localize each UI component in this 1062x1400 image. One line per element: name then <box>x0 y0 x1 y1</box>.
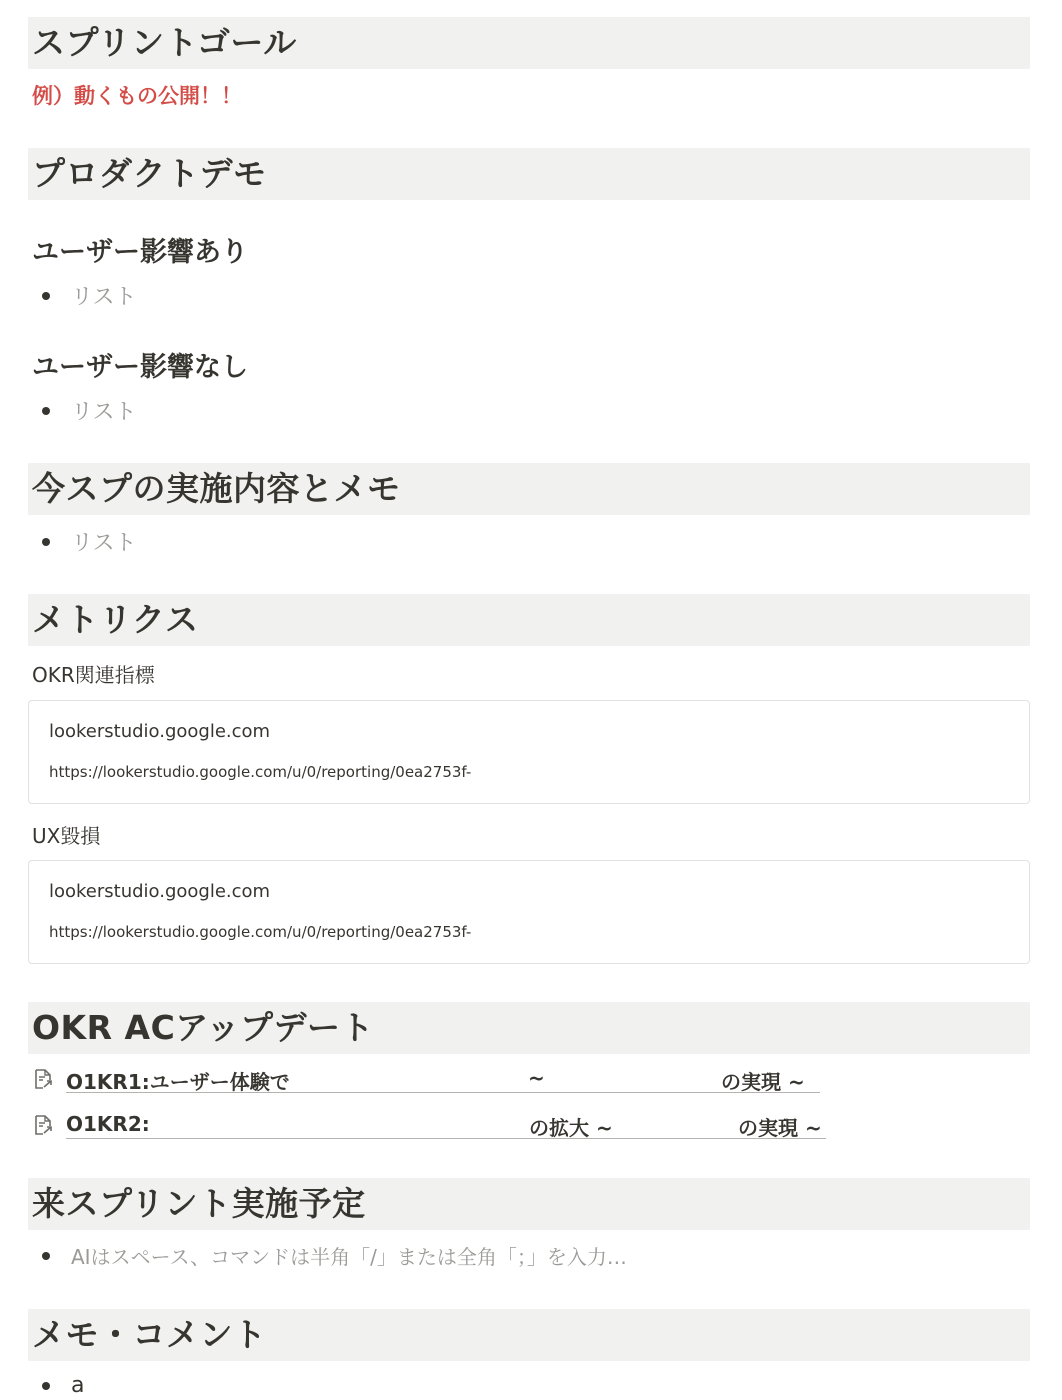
bullet-dot <box>42 1382 50 1390</box>
list-item-placeholder[interactable] <box>42 1241 627 1270</box>
sprint-goal-text[interactable]: 例）動くもの公開！！ <box>32 84 242 108</box>
bookmark-url: https://lookerstudio.google.com/u/0/reporting/0ea2753f- <box>49 923 472 941</box>
sprint-goal-heading[interactable]: スプリントゴール <box>28 17 1030 69</box>
okr-metrics-label[interactable]: OKR関連指標 <box>32 663 155 687</box>
okr-link-part3: の実現 ~ <box>738 1115 822 1140</box>
bullet-dot <box>42 538 50 546</box>
metrics-heading[interactable]: メトリクス <box>28 594 1030 646</box>
okr-page-link-row[interactable] <box>32 1064 820 1094</box>
list-item[interactable] <box>42 526 137 557</box>
user-impact-yes-heading[interactable]: ユーザー影響あり <box>32 237 248 268</box>
page-link-icon <box>32 1114 54 1136</box>
bookmark-url: https://lookerstudio.google.com/u/0/reporting/0ea2753f- <box>49 763 472 781</box>
bullet-dot <box>42 292 50 300</box>
bullet-dot <box>42 1252 50 1260</box>
okr-update-heading[interactable]: OKR ACアップデート <box>28 1002 1030 1054</box>
ux-damage-label[interactable]: UX毀損 <box>32 824 101 848</box>
page-link-icon <box>32 1068 54 1090</box>
ux-bookmark-card[interactable] <box>28 860 1030 964</box>
okr-link-part3: の実現 ~ <box>721 1069 805 1094</box>
bookmark-title: lookerstudio.google.com <box>49 881 271 902</box>
okr-bookmark-card[interactable] <box>28 700 1030 804</box>
block-placeholder-text[interactable]: AIはスペース、コマンドは半角「/」または全角「；」を入力… <box>71 1245 627 1269</box>
list-item[interactable] <box>42 280 137 311</box>
sprint-work-heading[interactable]: 今スプの実施内容とメモ <box>28 463 1030 515</box>
okr-link-part2: の拡大 ~ <box>529 1115 613 1140</box>
okr-link-part1: O1KR1:ユーザー体験で <box>66 1069 290 1094</box>
list-item-text[interactable]: リスト <box>71 285 137 310</box>
bookmark-title: lookerstudio.google.com <box>49 721 271 742</box>
product-demo-heading[interactable]: プロダクトデモ <box>28 148 1030 200</box>
okr-page-link[interactable] <box>66 1112 826 1139</box>
next-sprint-heading[interactable]: 来スプリント実施予定 <box>28 1178 1030 1230</box>
list-item-text[interactable]: リスト <box>71 531 137 556</box>
memo-heading[interactable]: メモ・コメント <box>28 1309 1030 1361</box>
list-item-text[interactable]: a <box>71 1373 85 1398</box>
list-item[interactable] <box>42 395 137 426</box>
okr-link-part1: O1KR2: <box>66 1111 150 1136</box>
okr-page-link-row[interactable] <box>32 1110 826 1140</box>
list-item[interactable] <box>42 1373 84 1398</box>
okr-link-part2: ~ <box>528 1065 545 1090</box>
bullet-dot <box>42 407 50 415</box>
user-impact-no-heading[interactable]: ユーザー影響なし <box>32 352 248 383</box>
list-item-text[interactable]: リスト <box>71 400 137 425</box>
okr-page-link[interactable] <box>66 1066 820 1093</box>
